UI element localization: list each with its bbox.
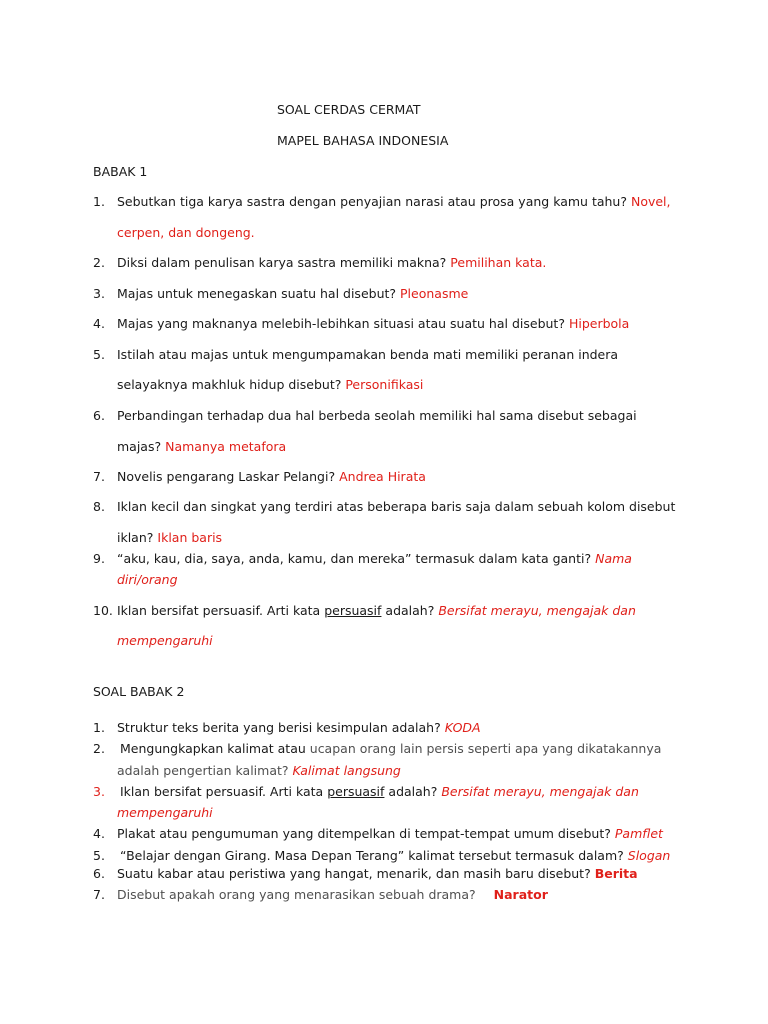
r1-q3-text: Majas untuk menegaskan suatu hal disebut? <box>117 286 397 301</box>
r1-q9-answer-cont: diri/orang <box>117 572 178 587</box>
r2-q5 <box>120 848 670 864</box>
r2-q4-answer: Pamflet <box>614 826 663 841</box>
r2-q2-text-cont: adalah pengertian kalimat? <box>117 763 289 778</box>
r2-q6-text: Suatu kabar atau peristiwa yang hangat, menarik, dan masih baru disebut? <box>117 866 591 881</box>
r1-q2 <box>117 255 546 271</box>
r1-q4-number: 4. <box>93 316 105 331</box>
r2-q7 <box>117 887 548 903</box>
r1-q8-number: 8. <box>93 499 105 514</box>
r2-q3-answer: Bersifat merayu, mengajak dan <box>441 784 639 799</box>
r1-q6-text-cont: majas? <box>117 439 162 454</box>
r1-q7-text: Novelis pengarang Laskar Pelangi? <box>117 469 336 484</box>
r1-q10-number: 10. <box>93 603 113 618</box>
r1-q10-keyword: persuasif <box>324 603 382 618</box>
r2-q1-number: 1. <box>93 720 105 735</box>
r1-q8-text: Iklan kecil dan singkat yang terdiri atas beberapa baris saja dalam sebuah kolom disebut <box>117 499 676 514</box>
r2-q2-text: Mengungkapkan kalimat atau <box>120 741 306 756</box>
r1-q1-answer: Novel, <box>630 194 671 209</box>
r1-q3 <box>117 286 468 302</box>
r1-q2-answer: Pemilihan kata. <box>450 255 547 270</box>
r1-q3-number: 3. <box>93 286 105 301</box>
r1-q5-text: Istilah atau majas untuk mengumpamakan benda mati memiliki peranan indera <box>117 347 619 362</box>
r1-q6-cont <box>117 439 286 455</box>
r1-q4 <box>117 316 629 332</box>
r1-q10-answer: Bersifat merayu, mengajak dan <box>438 603 636 618</box>
r2-q3-text: Iklan bersifat persuasif. Arti kata <box>120 784 324 799</box>
r2-q1-answer: KODA <box>444 720 481 735</box>
r2-q4 <box>117 826 663 842</box>
r2-q5-text: “Belajar dengan Girang. Masa Depan Terang” kalimat tersebut termasuk dalam? <box>120 848 624 863</box>
r2-q2-cont <box>117 763 401 779</box>
r1-q5-text-cont: selayaknya makhluk hidup disebut? <box>117 377 342 392</box>
r1-q9-text: “aku, kau, dia, saya, anda, kamu, dan mereka” termasuk dalam kata ganti? <box>117 551 592 566</box>
round1-heading: BABAK 1 <box>93 164 148 179</box>
r2-q2-answer: Kalimat langsung <box>292 763 401 778</box>
r1-q5-number: 5. <box>93 347 105 362</box>
r2-q3-text-post: adalah? <box>388 784 438 799</box>
r2-q2-text-b: ucapan orang lain persis seperti apa yang dikatakannya <box>309 741 662 756</box>
round2-heading: SOAL BABAK 2 <box>93 684 185 699</box>
r1-q10-text: Iklan bersifat persuasif. Arti kata <box>117 603 321 618</box>
r2-q4-text: Plakat atau pengumuman yang ditempelkan di tempat-tempat umum disebut? <box>117 826 611 841</box>
doc-subject: MAPEL BAHASA INDONESIA <box>277 133 449 148</box>
r2-q7-answer: Narator <box>493 887 548 902</box>
r1-q7-answer: Andrea Hirata <box>339 469 426 484</box>
r2-q1 <box>117 720 481 736</box>
r2-q2-line <box>120 741 661 757</box>
r1-q1-text: Sebutkan tiga karya sastra dengan penyajian narasi atau prosa yang kamu tahu? <box>117 194 627 209</box>
r2-q4-number: 4. <box>93 826 105 841</box>
r1-q5-answer: Personifikasi <box>345 377 424 392</box>
r2-q5-answer: Slogan <box>627 848 671 863</box>
r2-q2-number: 2. <box>93 741 105 756</box>
r1-q1-number: 1. <box>93 194 105 209</box>
r1-q3-answer: Pleonasme <box>400 286 469 301</box>
r1-q9 <box>117 551 632 567</box>
r1-q10 <box>117 603 636 619</box>
r2-q6-answer: Berita <box>594 866 638 881</box>
r2-q3-answer-cont: mempengaruhi <box>117 805 213 820</box>
r1-q5-cont <box>117 377 423 393</box>
r2-q3-keyword: persuasif <box>327 784 385 799</box>
r1-q7-number: 7. <box>93 469 105 484</box>
r1-q6-number: 6. <box>93 408 105 423</box>
r1-q8-text-cont: iklan? <box>117 530 154 545</box>
r1-q10-answer-cont: mempengaruhi <box>117 633 213 648</box>
r1-q6-text: Perbandingan terhadap dua hal berbeda seolah memiliki hal sama disebut sebagai <box>117 408 637 423</box>
r2-q3-number: 3. <box>93 784 105 799</box>
r2-q6 <box>117 866 638 882</box>
r1-q9-number: 9. <box>93 551 105 566</box>
r2-q7-text: Disebut apakah orang yang menarasikan sebuah drama? <box>117 887 476 902</box>
r2-q3 <box>120 784 639 800</box>
r1-q4-text: Majas yang maknanya melebih-lebihkan situasi atau suatu hal disebut? <box>117 316 565 331</box>
r1-q9-answer: Nama <box>595 551 632 566</box>
r1-q8-answer: Iklan baris <box>157 530 223 545</box>
r1-q8-cont <box>117 530 222 546</box>
r1-q1 <box>117 194 671 210</box>
r1-q6-answer: Namanya metafora <box>165 439 287 454</box>
doc-title: SOAL CERDAS CERMAT <box>277 102 421 117</box>
r1-q7 <box>117 469 426 485</box>
r2-q6-number: 6. <box>93 866 105 881</box>
r2-q5-number: 5. <box>93 848 105 863</box>
r1-q2-text: Diksi dalam penulisan karya sastra memiliki makna? <box>117 255 447 270</box>
r2-q1-text: Struktur teks berita yang berisi kesimpulan adalah? <box>117 720 441 735</box>
r1-q2-number: 2. <box>93 255 105 270</box>
r1-q10-text-post: adalah? <box>385 603 435 618</box>
r1-q1-answer-cont: cerpen, dan dongeng. <box>117 225 255 240</box>
r2-q7-number: 7. <box>93 887 105 902</box>
r1-q4-answer: Hiperbola <box>568 316 630 331</box>
